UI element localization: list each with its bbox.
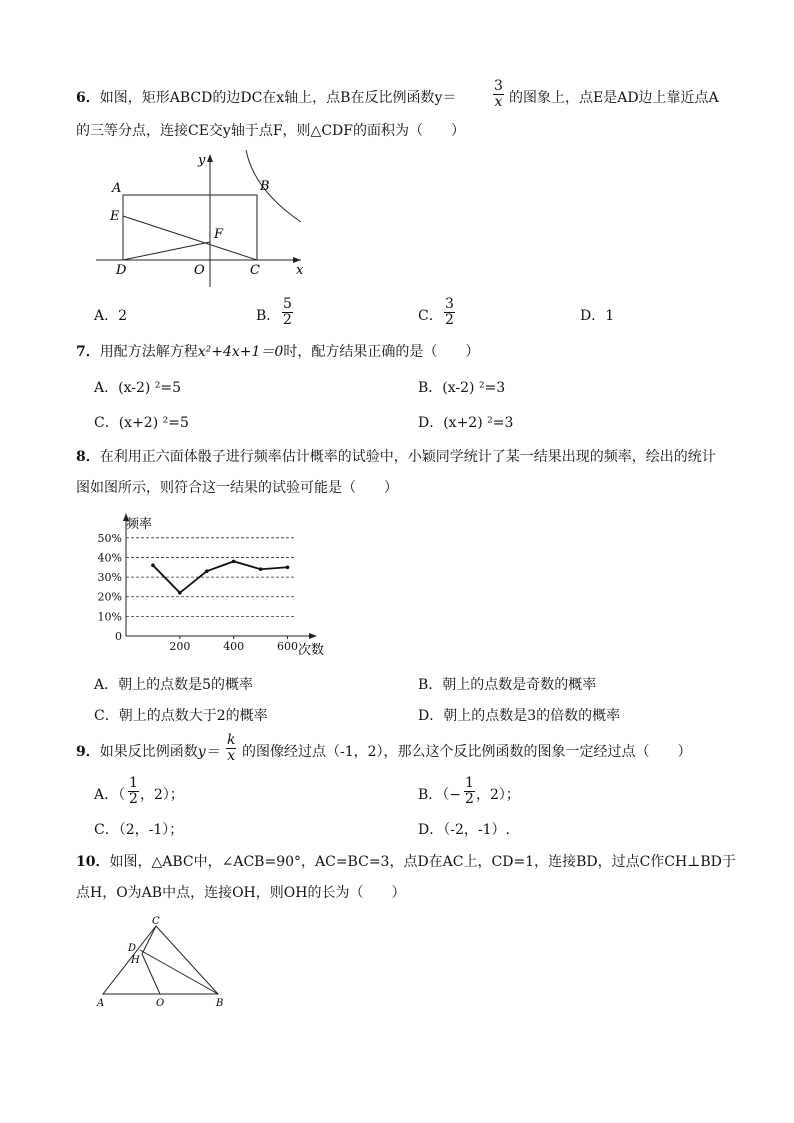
chart-x-tick-label: 600 — [277, 640, 299, 653]
q6-option-b-prefix[interactable]: B． — [256, 308, 281, 324]
q6-option-d[interactable]: D．1 — [580, 308, 615, 324]
q6-fraction — [493, 79, 504, 110]
q9-text-b: 的图像经过点（-1，2），那么这个反比例函数的图象一定经过点（ ） — [242, 744, 692, 760]
q9-frac-den: x — [227, 748, 236, 764]
q8-frequency-chart — [86, 510, 346, 660]
q8-line2: 图如图所示，则符合这一结果的试验可能是（ ） — [76, 480, 398, 496]
q7-option-c[interactable]: C．(x+2) ²=5 — [94, 415, 189, 431]
q6-option-c-frac[interactable] — [444, 297, 455, 328]
chart-y-axis-label: 频率 — [126, 517, 153, 532]
q9-option-b-num: 1 — [465, 775, 474, 791]
q9-option-a-den: 2 — [129, 791, 138, 807]
q6-label-x: x — [296, 263, 304, 278]
chart-x-tick-label: 200 — [169, 640, 191, 653]
q6-option-b-den: 2 — [283, 312, 292, 328]
q9-option-b-prefix[interactable]: B．（− — [418, 787, 462, 803]
q10-label-d: D — [128, 943, 137, 954]
q9-text-a-line — [76, 742, 220, 762]
q6-label-f: F — [214, 227, 224, 242]
q9-option-c[interactable]: C．（2，-1）； — [94, 822, 184, 838]
q6-option-c-num: 3 — [445, 296, 454, 312]
chart-x-axis-label: 次数 — [298, 643, 325, 658]
q6-text-1b: 的图象上，点E是AD边上靠近点A — [509, 90, 719, 106]
q9-text-a: 如果反比例函数 — [99, 744, 198, 760]
q6-option-c-prefix[interactable]: C． — [418, 308, 443, 324]
chart-point — [178, 591, 182, 595]
chart-y-tick-label: 20% — [97, 590, 122, 604]
q6-figure — [96, 150, 336, 290]
chart-y-tick-label: 40% — [97, 551, 122, 565]
q9-option-a-num: 1 — [129, 775, 138, 791]
q8-option-a[interactable]: A．朝上的点数是5的概率 — [94, 677, 254, 693]
q10-figure — [90, 912, 240, 1012]
chart-y-tick-label: 50% — [97, 531, 122, 545]
q8-number: 8． — [76, 449, 100, 465]
q6-number: 6． — [76, 90, 100, 106]
q10-text-1: 如图，△ABC中，∠ACB=90°，AC=BC=3，点D在AC上，CD=1，连接BD，过点C作CH⊥BD于 — [109, 854, 736, 870]
q7-option-d[interactable]: D．(x+2) ²=3 — [418, 415, 514, 431]
q8-option-d[interactable]: D．朝上的点数是3的倍数的概率 — [418, 708, 621, 724]
q6-label-o: O — [194, 263, 205, 278]
q7-text-a: 用配方法解方程 — [99, 344, 198, 360]
q10-line1 — [76, 852, 736, 872]
q7-equation: x²+4x+1＝0 — [197, 344, 284, 360]
q8-text-1: 在利用正六面体骰子进行频率估计概率的试验中，小颖同学统计了某一结果出现的频率，绘出的统计 — [99, 449, 716, 465]
q10-label-c: C — [152, 916, 160, 927]
chart-point — [259, 567, 263, 571]
chart-y-tick-label: 10% — [97, 610, 122, 624]
q6-label-a: A — [112, 181, 122, 196]
q6-label-c: C — [250, 263, 260, 278]
q6-option-b-num: 5 — [283, 296, 292, 312]
q6-line1 — [76, 88, 456, 108]
q10-label-h: H — [131, 955, 140, 966]
chart-x-axis-arrow — [309, 633, 317, 639]
q10-number: 10． — [76, 854, 110, 870]
q6-frac-num: 3 — [494, 78, 503, 94]
q6-option-c-den: 2 — [445, 312, 454, 328]
q9-option-a-prefix[interactable]: A．（ — [94, 787, 126, 803]
q6-label-y: y — [198, 153, 206, 168]
q9-func-y: y＝ — [197, 744, 220, 760]
q9-option-b-den: 2 — [465, 791, 474, 807]
chart-x-tick-label: 400 — [223, 640, 245, 653]
chart-point — [151, 564, 155, 568]
q6-text-1a: 如图，矩形ABCD的边DC在x轴上，点B在反比例函数y＝ — [99, 90, 457, 106]
q6-option-a[interactable]: A．2 — [94, 308, 128, 324]
chart-point — [232, 560, 236, 564]
q9-option-d[interactable]: D．（-2，-1）. — [418, 822, 510, 838]
q6-label-d: D — [116, 263, 127, 278]
q7-line — [76, 342, 479, 362]
q8-option-c[interactable]: C．朝上的点数大于2的概率 — [94, 708, 268, 724]
q10-label-b: B — [216, 998, 224, 1009]
q9-frac-num: k — [227, 732, 236, 748]
q7-number: 7． — [76, 344, 100, 360]
q9-option-a-frac[interactable] — [128, 776, 139, 807]
q6-label-e: E — [110, 209, 120, 224]
chart-point — [286, 565, 290, 569]
chart-point — [205, 569, 209, 573]
q9-fraction — [226, 733, 236, 764]
q6-line2: 的三等分点，连接CE交y轴于点F，则△CDF的面积为（ ） — [76, 123, 465, 139]
q6-frac-den: x — [494, 94, 503, 110]
chart-y-tick-label: 0 — [115, 630, 122, 643]
q7-option-b[interactable]: B．(x-2) ²=3 — [418, 380, 506, 396]
chart-y-tick-label: 30% — [97, 571, 122, 585]
q10-line2: 点H，O为AB中点，连接OH，则OH的长为（ ） — [76, 885, 406, 901]
q9-option-b-frac[interactable] — [464, 776, 475, 807]
q10-label-o: O — [156, 998, 165, 1009]
q9-number: 9． — [76, 744, 100, 760]
q6-label-b: B — [260, 179, 270, 194]
q9-option-a-suffix[interactable]: ，2）； — [140, 787, 184, 803]
q10-label-a: A — [97, 998, 105, 1009]
q7-text-b: 时，配方结果正确的是（ ） — [283, 344, 480, 360]
q9-option-b-suffix[interactable]: ，2）； — [476, 787, 520, 803]
q7-option-a[interactable]: A．(x-2) ²=5 — [94, 380, 182, 396]
q8-line1 — [76, 447, 716, 467]
q8-option-b[interactable]: B．朝上的点数是奇数的概率 — [418, 677, 597, 693]
q6-option-b-frac[interactable] — [282, 297, 293, 328]
